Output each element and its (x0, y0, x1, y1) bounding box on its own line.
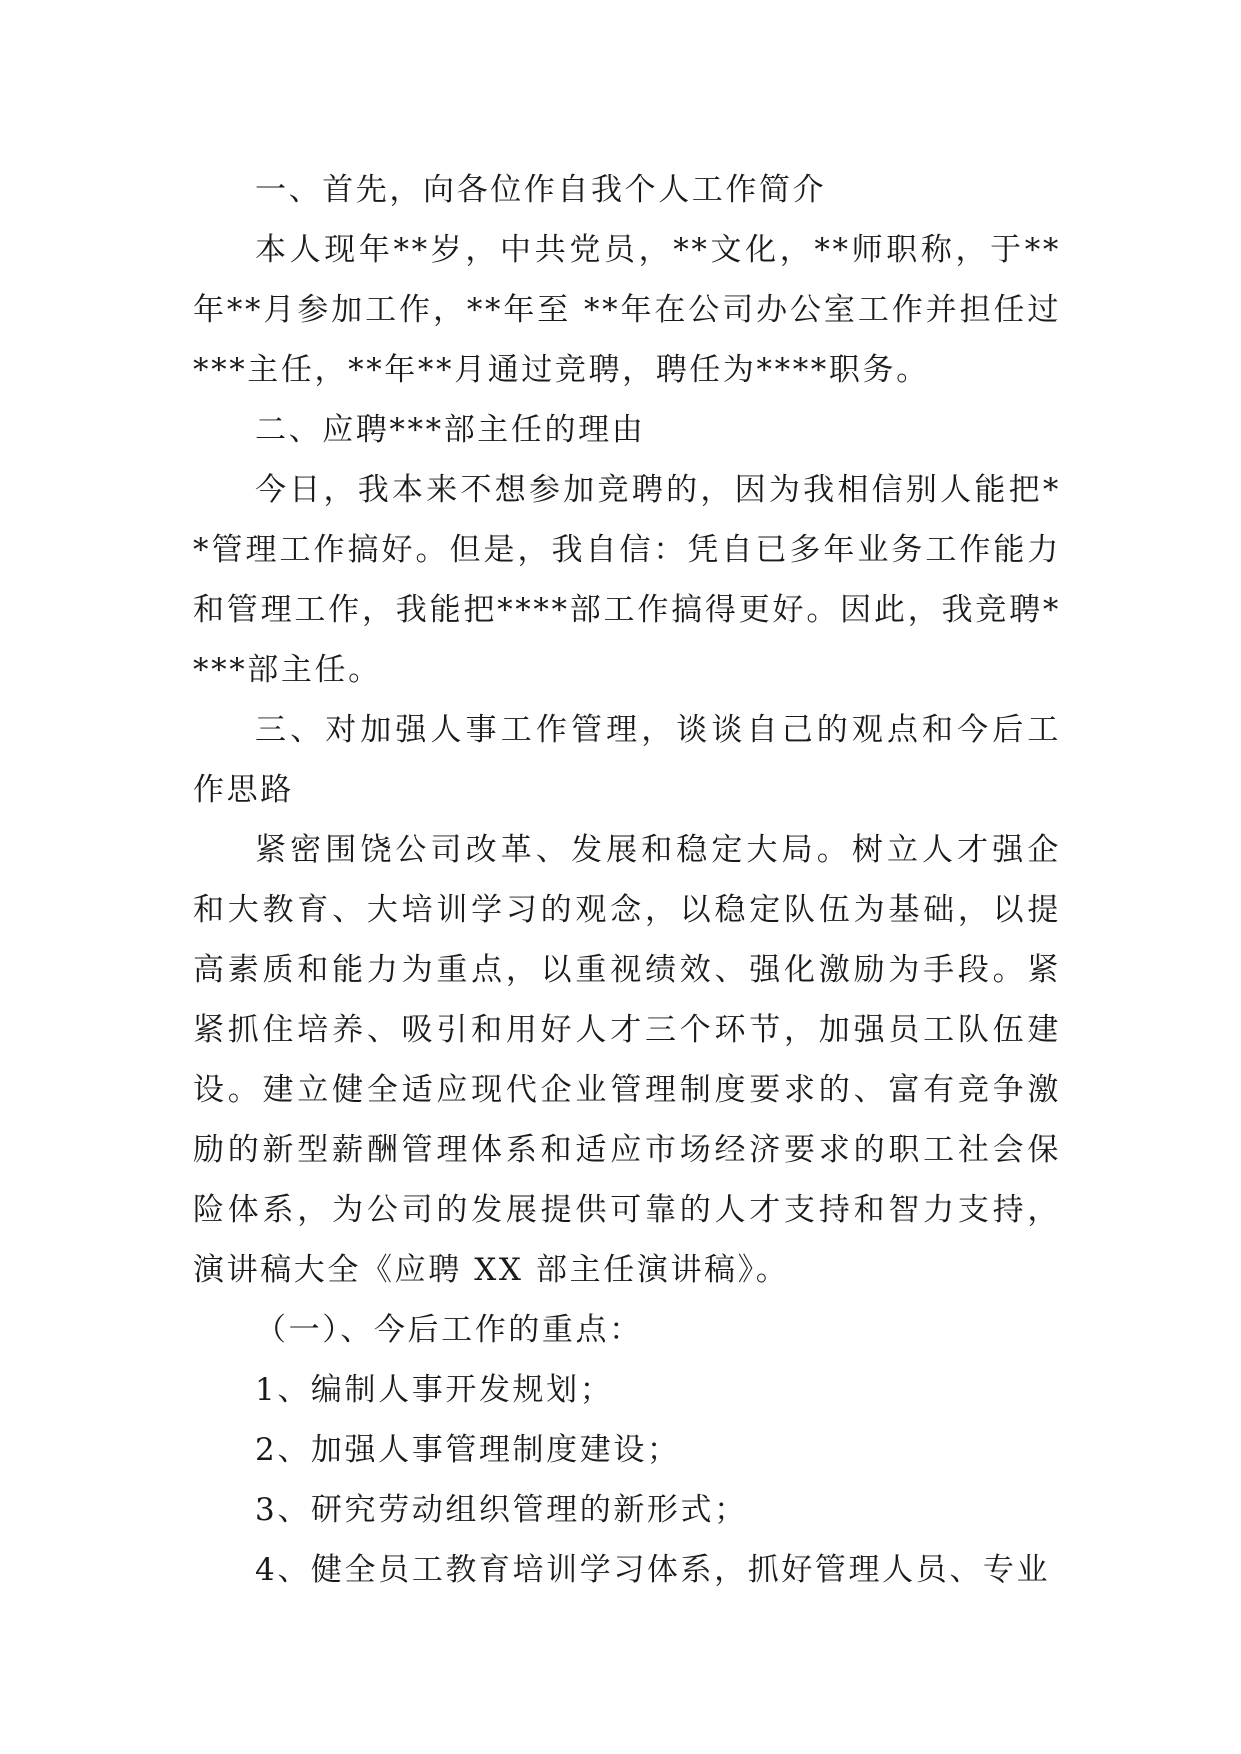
paragraph-intro: 本人现年**岁，中共党员，**文化，**师职称，于**年**月参加工作，**年至 **年在公司办公室工作并担任过***主任，**年**月通过竞聘，聘任为****职务。 (193, 232, 1061, 388)
paragraph-subheading: （一）、今后工作的重点： (255, 1312, 643, 1348)
document-body (193, 160, 1061, 1600)
paragraph-heading-2: 二、应聘***部主任的理由 (255, 412, 646, 448)
paragraph-reason: 今日，我本来不想参加竞聘的，因为我相信别人能把**管理工作搞好。但是，我自信：凭自已多年业务工作能力和管理工作，我能把****部工作搞得更好。因此，我竞聘****部主任。 (193, 472, 1061, 688)
list-item-4: 4、健全员工教育培训学习体系，抓好管理人员、专业 (255, 1552, 1051, 1588)
paragraph-strategy: 紧密围饶公司改革、发展和稳定大局。树立人才强企和大教育、大培训学习的观念，以稳定队伍为基础，以提高素质和能力为重点，以重视绩效、强化激励为手段。紧紧抓住培养、吸引和用好人才三个环节，加强员工队伍建设。建立健全适应现代企业管理制度要求的、富有竞争激励的新型薪酬管理体系和适应市场经济要求的职工社会保险体系，为公司的发展提供可靠的人才支持和智力支持，演讲稿大全《应聘 XX 部主任演讲稿》。 (193, 832, 1061, 1288)
list-item-2: 2、加强人事管理制度建设； (255, 1432, 681, 1468)
list-item-1: 1、编制人事开发规划； (255, 1372, 614, 1408)
paragraph-heading-1: 一、首先，向各位作自我个人工作简介 (255, 172, 827, 208)
list-item-3: 3、研究劳动组织管理的新形式； (255, 1492, 748, 1528)
paragraph-heading-3: 三、对加强人事工作管理，谈谈自己的观点和今后工作思路 (193, 712, 1061, 808)
